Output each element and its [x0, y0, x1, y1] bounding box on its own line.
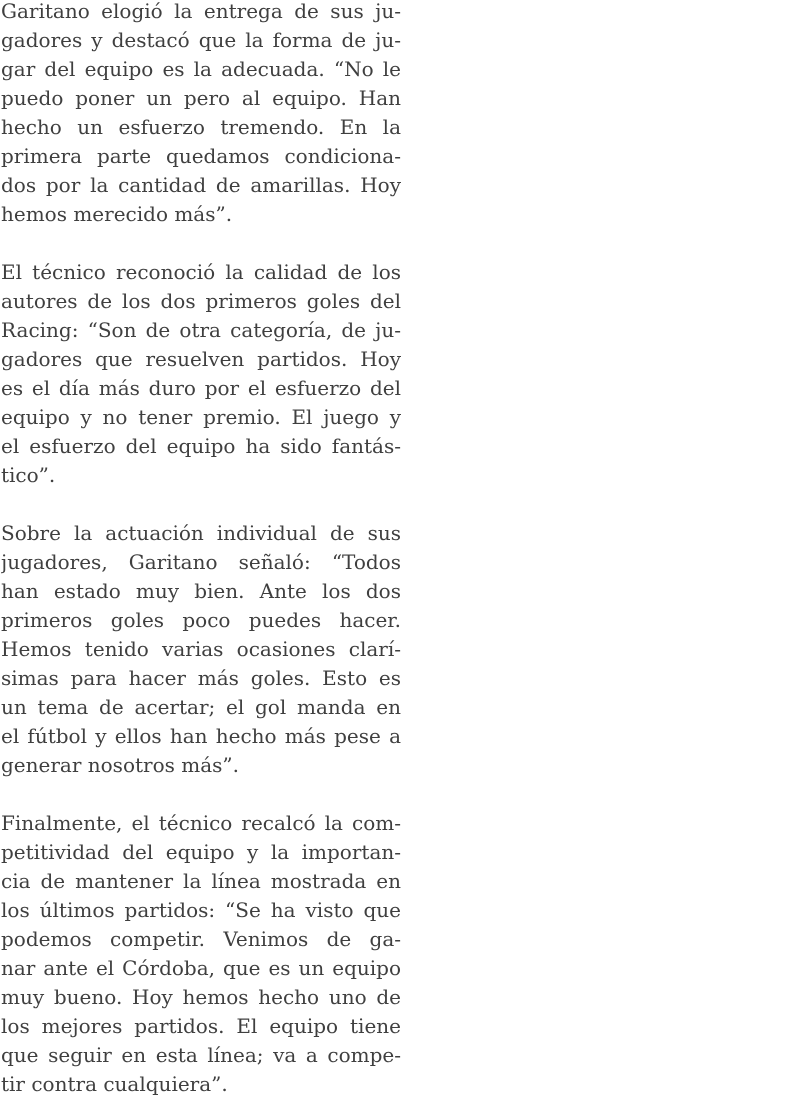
text-line: generar nosotros más”.: [1, 753, 239, 777]
text-line: Finalmente, el técnico recalcó la com-: [1, 811, 401, 835]
text-line: simas para hacer más goles. Esto es: [1, 666, 401, 690]
text-line: dos por la cantidad de amarillas. Hoy: [1, 173, 401, 197]
paragraph: [1, 258, 401, 490]
text-line: jugadores, Garitano señaló: “Todos: [1, 550, 401, 574]
text-line: tico”.: [1, 463, 56, 487]
text-line: hecho un esfuerzo tremendo. En la: [1, 115, 401, 139]
text-line: primera parte quedamos condiciona-: [1, 144, 401, 168]
text-line: es el día más duro por el esfuerzo del: [1, 376, 401, 400]
text-line: gadores que resuelven partidos. Hoy: [1, 347, 401, 371]
paragraph: [1, 0, 401, 229]
text-line: autores de los dos primeros goles del: [1, 289, 401, 313]
text-line: el fútbol y ellos han hecho más pese a: [1, 724, 401, 748]
text-line: hemos merecido más”.: [1, 202, 233, 226]
text-line: los mejores partidos. El equipo tiene: [1, 1014, 401, 1038]
text-line: Sobre la actuación individual de sus: [1, 521, 401, 545]
text-line: que seguir en esta línea; va a compe-: [1, 1043, 401, 1067]
text-line: el esfuerzo del equipo ha sido fantás-: [1, 434, 401, 458]
text-line: El técnico reconoció la calidad de los: [1, 260, 401, 284]
article-text-column: [1, 0, 401, 1099]
paragraph: [1, 519, 401, 780]
text-line: equipo y no tener premio. El juego y: [1, 405, 401, 429]
text-line: cia de mantener la línea mostrada en: [1, 869, 401, 893]
text-line: podemos competir. Venimos de ga-: [1, 927, 401, 951]
text-line: muy bueno. Hoy hemos hecho uno de: [1, 985, 401, 1009]
text-line: Garitano elogió la entrega de sus ju-: [1, 0, 401, 23]
text-line: gar del equipo es la adecuada. “No le: [1, 57, 401, 81]
text-line: han estado muy bien. Ante los dos: [1, 579, 401, 603]
text-line: gadores y destacó que la forma de ju-: [1, 28, 401, 52]
text-line: nar ante el Córdoba, que es un equipo: [1, 956, 401, 980]
text-line: petitividad del equipo y la importan-: [1, 840, 401, 864]
text-line: primeros goles poco puedes hacer.: [1, 608, 401, 632]
text-line: puedo poner un pero al equipo. Han: [1, 86, 401, 110]
paragraph: [1, 809, 401, 1099]
text-line: los últimos partidos: “Se ha visto que: [1, 898, 401, 922]
text-line: tir contra cualquiera”.: [1, 1072, 228, 1096]
text-line: Racing: “Son de otra categoría, de ju-: [1, 318, 401, 342]
text-line: un tema de acertar; el gol manda en: [1, 695, 401, 719]
text-line: Hemos tenido varias ocasiones clarí-: [1, 637, 401, 661]
